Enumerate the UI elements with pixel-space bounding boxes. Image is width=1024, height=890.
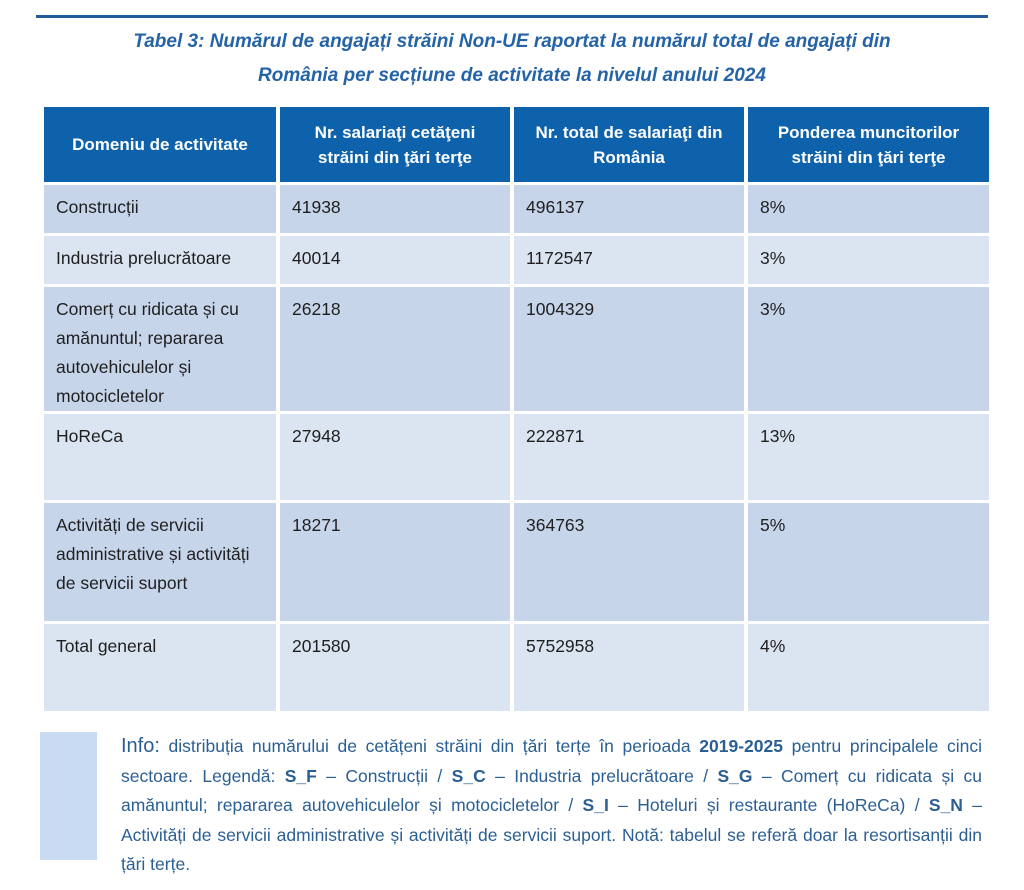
table-caption-line1: Tabel 3: Numărul de angajați străini Non-UE raportat la numărul total de angajați din <box>133 31 891 52</box>
table-caption <box>0 25 1024 93</box>
cell-share: 3% <box>748 236 989 284</box>
cell-domain: HoReCa <box>44 414 276 500</box>
cell-foreign-employees: 27948 <box>280 414 510 500</box>
activity-table <box>40 104 993 714</box>
cell-share: 13% <box>748 414 989 500</box>
cell-foreign-employees: 41938 <box>280 185 510 233</box>
cell-foreign-employees: 18271 <box>280 503 510 621</box>
info-note-text <box>121 732 984 880</box>
cell-total-employees: 1004329 <box>514 287 744 411</box>
header-foreign-employees: Nr. salariaţi cetăţeni străini din ţări terţe <box>280 107 510 182</box>
info-segment: – Industria prelucrătoare / <box>495 765 709 786</box>
info-segment: pentru principalele cinci sectoare. Legendă: <box>121 736 982 786</box>
info-segment: – Hoteluri și restaurante (HoReCa) / <box>618 795 920 815</box>
info-label: Info: <box>121 735 160 757</box>
cell-total-employees: 364763 <box>514 503 744 621</box>
table-row <box>44 414 989 500</box>
legend-code-sf: S_F <box>284 765 317 786</box>
info-accent-bar <box>40 732 97 860</box>
cell-total-employees: 222871 <box>514 414 744 500</box>
header-share: Ponderea muncitorilor străini din ţări terţe <box>748 107 989 182</box>
cell-share: 3% <box>748 287 989 411</box>
info-segment: – Activități de servicii administrative și activități de servicii suport. Notă: tabelul se referă doar la resortisanții din țări terțe. <box>121 795 982 874</box>
cell-share: 8% <box>748 185 989 233</box>
cell-foreign-employees: 201580 <box>280 624 510 711</box>
cell-domain: Activități de servicii administrative și activități de servicii suport <box>44 503 276 621</box>
table-row <box>44 236 989 284</box>
header-total-employees: Nr. total de salariaţi din România <box>514 107 744 182</box>
cell-total-employees: 1172547 <box>514 236 744 284</box>
cell-domain: Total general <box>44 624 276 711</box>
cell-share: 4% <box>748 624 989 711</box>
top-divider <box>36 15 988 18</box>
info-segment: – Construcții / <box>326 765 443 786</box>
cell-total-employees: 5752958 <box>514 624 744 711</box>
cell-share: 5% <box>748 503 989 621</box>
legend-code-sg: S_G <box>717 765 753 786</box>
info-segment: – Comerț cu ridicata și cu amănuntul; repararea autovehiculelor și motocicletelor / <box>121 765 982 815</box>
cell-foreign-employees: 40014 <box>280 236 510 284</box>
info-segment: distribuția numărului de cetățeni străini din țări terțe în perioada <box>168 736 691 756</box>
legend-code-si: S_I <box>582 795 609 815</box>
info-note <box>40 732 984 880</box>
table-row <box>44 503 989 621</box>
table-row <box>44 624 989 711</box>
table-header-row <box>44 107 989 182</box>
table-row <box>44 287 989 411</box>
cell-domain: Construcții <box>44 185 276 233</box>
legend-code-sn: S_N <box>928 795 963 815</box>
cell-domain: Industria prelucrătoare <box>44 236 276 284</box>
table-row <box>44 185 989 233</box>
legend-code-sc: S_C <box>451 765 486 786</box>
cell-total-employees: 496137 <box>514 185 744 233</box>
table-caption-line2: România per secțiune de activitate la nivelul anului 2024 <box>258 65 766 86</box>
header-domain: Domeniu de activitate <box>44 107 276 182</box>
info-period: 2019-2025 <box>699 736 783 756</box>
cell-foreign-employees: 26218 <box>280 287 510 411</box>
cell-domain: Comerț cu ridicata și cu amănuntul; repararea autovehiculelor și motocicletelor <box>44 287 276 411</box>
